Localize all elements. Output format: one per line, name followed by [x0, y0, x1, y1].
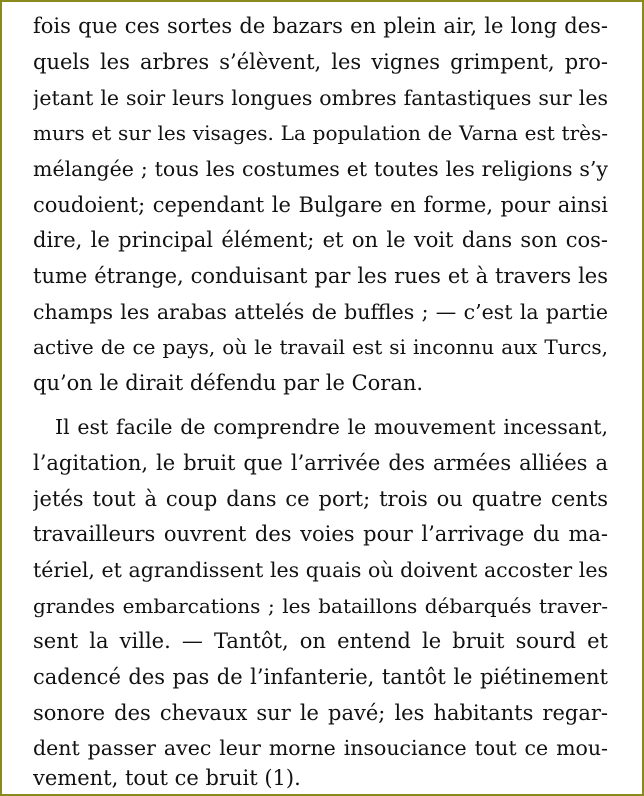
- text-line: cadencé des pas de l’infanterie, tantôt le piétinement: [33, 665, 608, 689]
- text-line: tériel, et agrandissent les quais où doivent accoster les: [33, 558, 608, 582]
- text-line: champs les arabas attelés de buffles ; — c’est la partie: [33, 300, 608, 324]
- text-line: grandes embarcations ; les bataillons débarqués traver-: [33, 594, 608, 618]
- text-line: active de ce pays, où le travail est si inconnu aux Turcs,: [33, 335, 608, 359]
- text-line: sent la ville. — Tantôt, on entend le bruit sourd et: [33, 629, 608, 653]
- text-line: Il est facile de comprendre le mouvement incessant,: [55, 415, 608, 439]
- text-line: fois que ces sortes de bazars en plein air, le long des-: [33, 14, 608, 38]
- text-line: qu’on le dirait défendu par le Coran.: [33, 371, 424, 395]
- text-line: jetant le soir leurs longues ombres fantastiques sur les: [33, 86, 608, 110]
- text-line: coudoient; cependant le Bulgare en forme, pour ainsi: [33, 193, 608, 217]
- text-line: vement, tout ce bruit (1).: [33, 766, 301, 790]
- text-line: l’agitation, le bruit que l’arrivée des armées alliées a: [33, 451, 608, 475]
- text-line: murs et sur les visages. La population de Varna est très-: [33, 121, 608, 145]
- text-line: mélangée ; tous les costumes et toutes les religions s’y: [33, 157, 608, 181]
- text-line: travailleurs ouvrent des voies pour l’arrivage du ma-: [33, 522, 608, 546]
- text-line: sonore des chevaux sur le pavé; les habitants regar-: [33, 701, 608, 725]
- text-line: quels les arbres s’élèvent, les vignes grimpent, pro-: [33, 50, 608, 74]
- text-line: tume étrange, conduisant par les rues et à travers les: [33, 264, 608, 288]
- text-line: jetés tout à coup dans ce port; trois ou quatre cents: [33, 487, 608, 511]
- text-line: dire, le principal élément; et on le voit dans son cos-: [33, 228, 608, 252]
- text-line: dent passer avec leur morne insouciance tout ce mou-: [33, 736, 608, 760]
